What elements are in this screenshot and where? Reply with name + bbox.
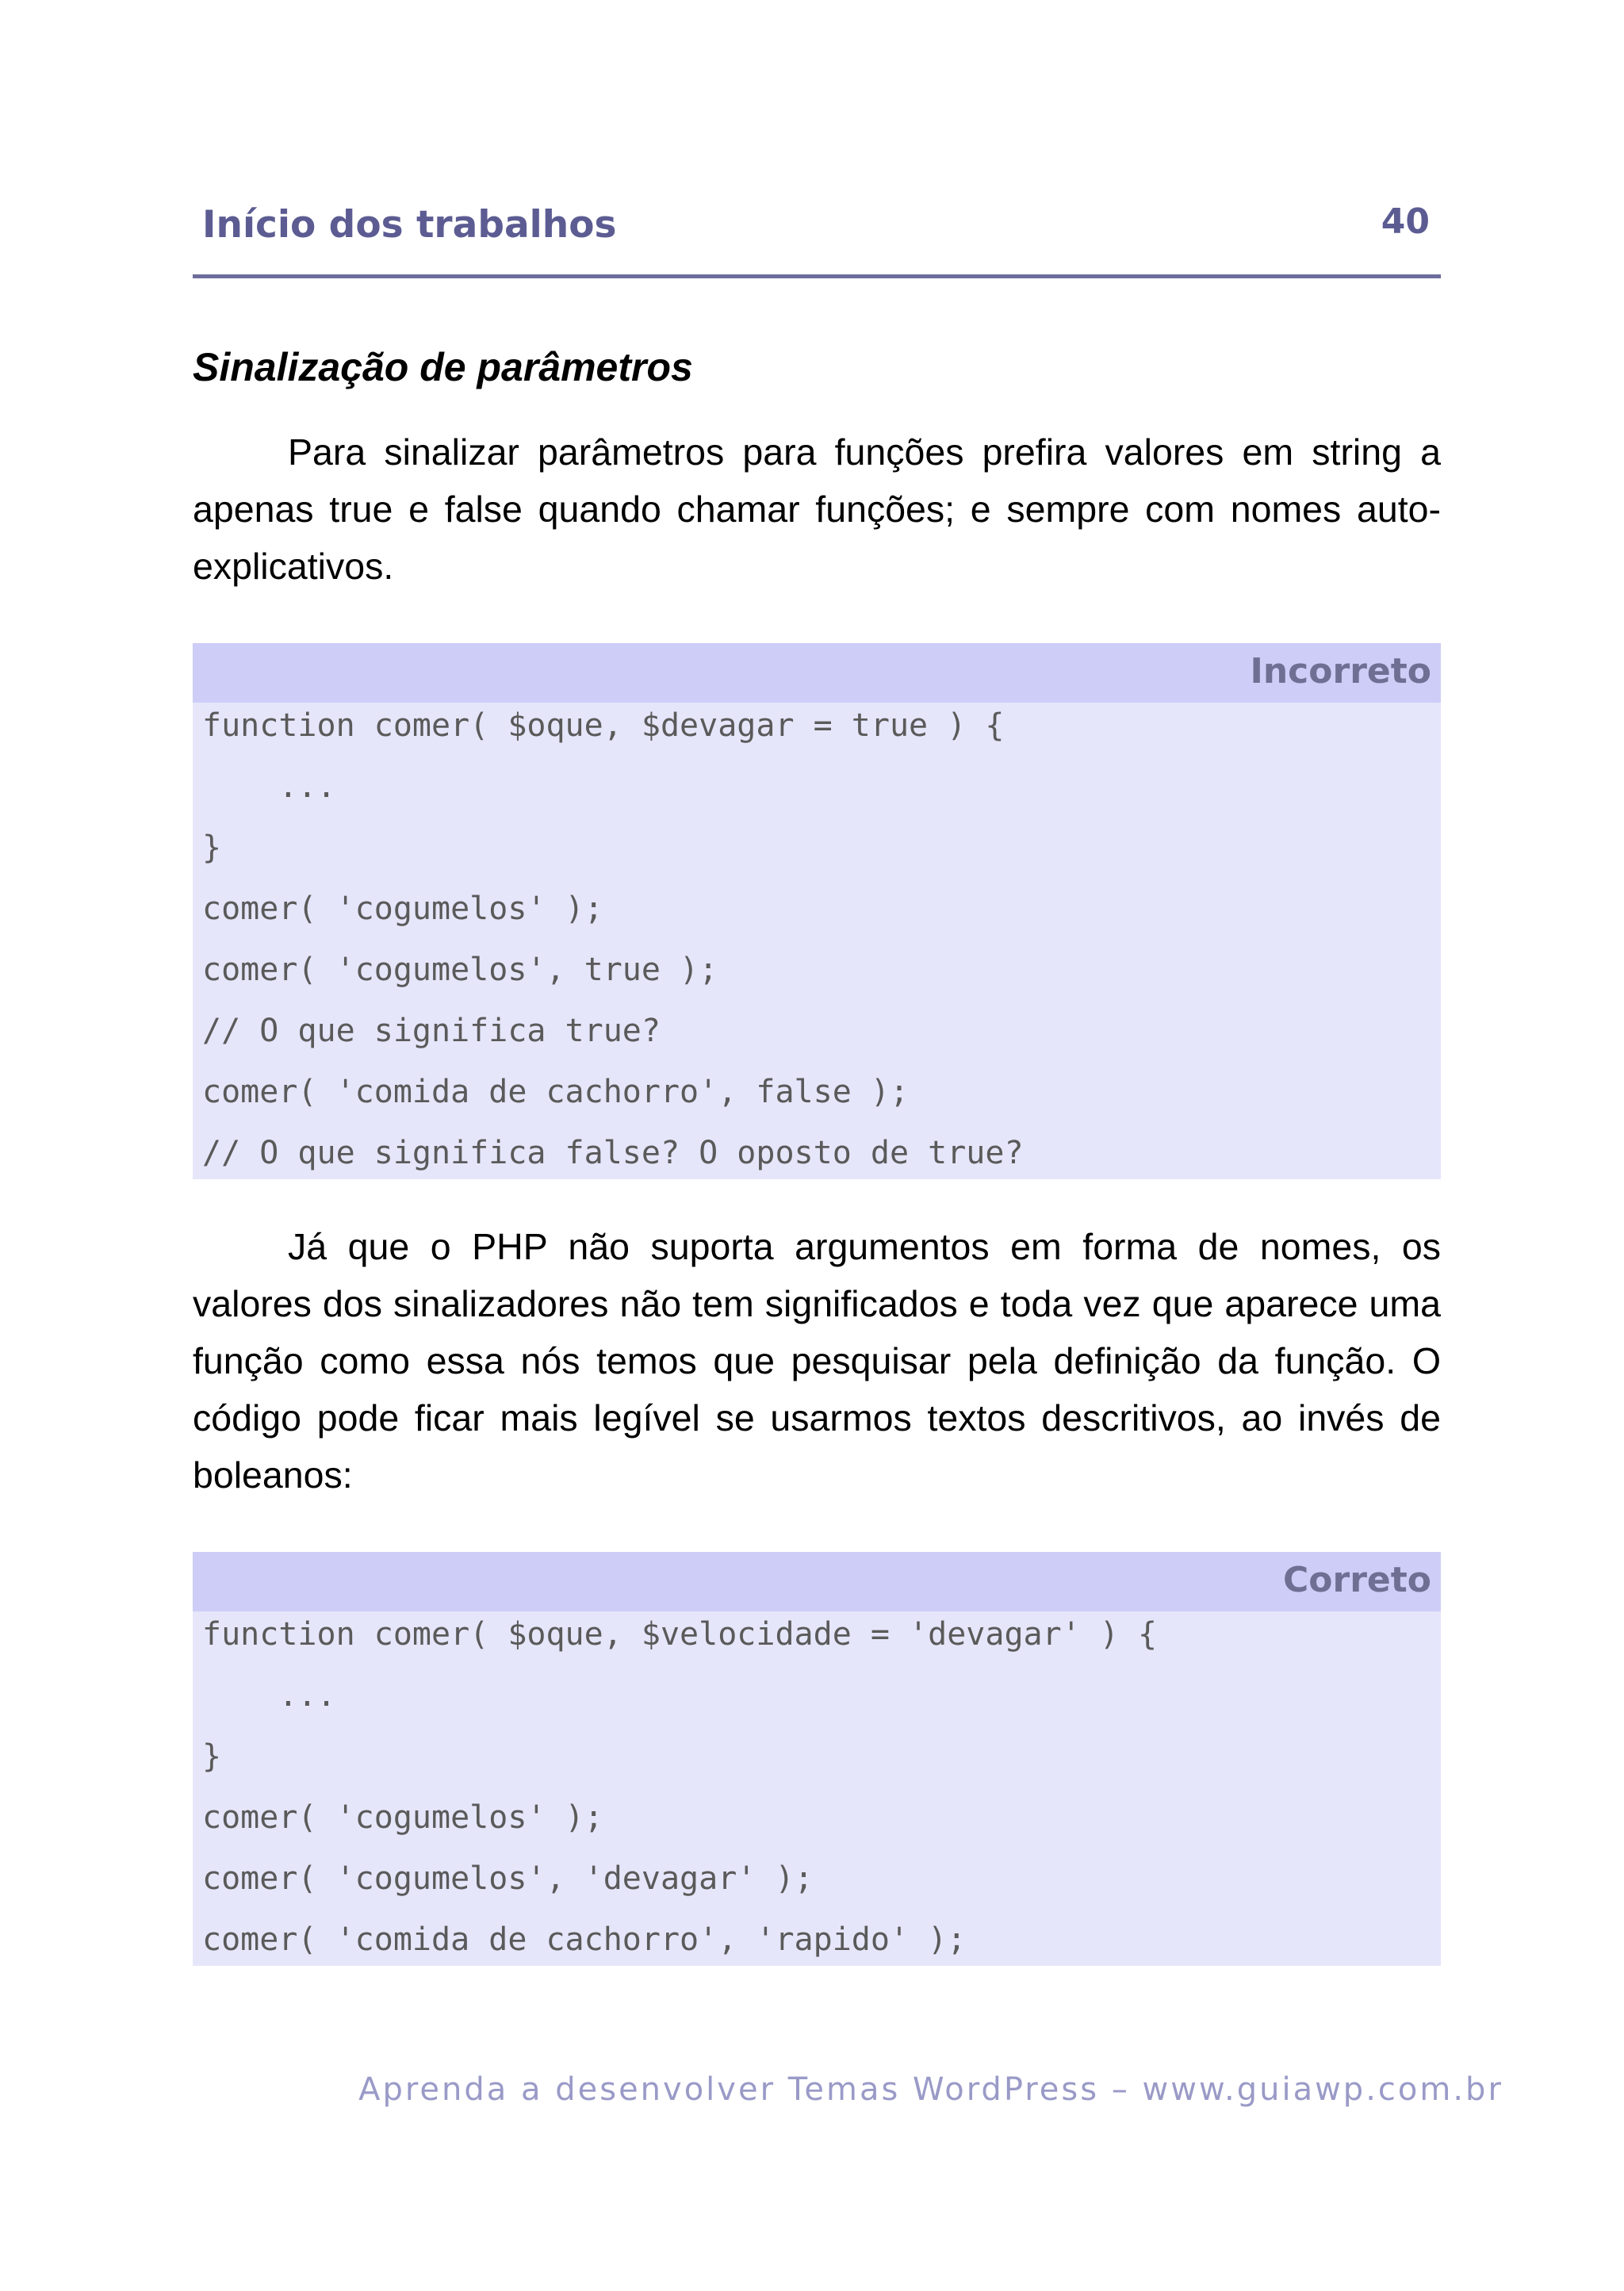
code-block-incorrect bbox=[193, 643, 1441, 1179]
code-lines bbox=[193, 1611, 1441, 1978]
code-block-header bbox=[193, 643, 1441, 703]
code-line: comer( 'cogumelos' ); bbox=[202, 1799, 603, 1836]
page-number: 40 bbox=[1381, 201, 1430, 242]
code-block-label: Correto bbox=[1282, 1560, 1431, 1600]
code-line: // O que significa false? O oposto de true? bbox=[202, 1135, 1024, 1171]
code-line: comer( 'cogumelos', true ); bbox=[202, 952, 718, 988]
code-lines bbox=[193, 703, 1441, 1191]
code-line: function comer( $oque, $velocidade = 'devagar' ) { bbox=[202, 1616, 1158, 1653]
code-line: // O que significa true? bbox=[202, 1013, 661, 1049]
chapter-title: Início dos trabalhos bbox=[202, 203, 617, 247]
code-block-header bbox=[193, 1552, 1441, 1611]
code-line: ... bbox=[202, 768, 336, 805]
paragraph-explanation: Já que o PHP não suporta argumentos em forma de nomes, os valores dos sinalizadores não tem significados e toda vez que aparece uma função como essa nós temos que pesquisar pela definição da função. O código pode ficar mais legível se usarmos textos descritivos, ao invés de boleanos: bbox=[193, 1226, 1441, 1496]
code-line: comer( 'comida de cachorro', 'rapido' ); bbox=[202, 1921, 967, 1958]
code-block-correct bbox=[193, 1552, 1441, 1966]
section-title: Sinalização de parâmetros bbox=[193, 345, 693, 389]
code-line: comer( 'cogumelos', 'devagar' ); bbox=[202, 1860, 814, 1897]
code-line: comer( 'cogumelos' ); bbox=[202, 891, 603, 927]
code-block-label: Incorreto bbox=[1250, 651, 1431, 692]
code-line: ... bbox=[202, 1677, 336, 1714]
paragraph-intro: Para sinalizar parâmetros para funções prefira valores em string a apenas true e false quando chamar funções; e sempre com nomes auto-explicativos. bbox=[193, 431, 1441, 587]
page-footer: Aprenda a desenvolver Temas WordPress – www.guiawp.com.br bbox=[358, 2071, 1503, 2108]
code-line: } bbox=[202, 1738, 222, 1775]
code-line: } bbox=[202, 829, 222, 866]
page-header bbox=[193, 198, 1441, 278]
code-line: comer( 'comida de cachorro', false ); bbox=[202, 1074, 910, 1110]
code-line: function comer( $oque, $devagar = true ) { bbox=[202, 707, 1005, 744]
